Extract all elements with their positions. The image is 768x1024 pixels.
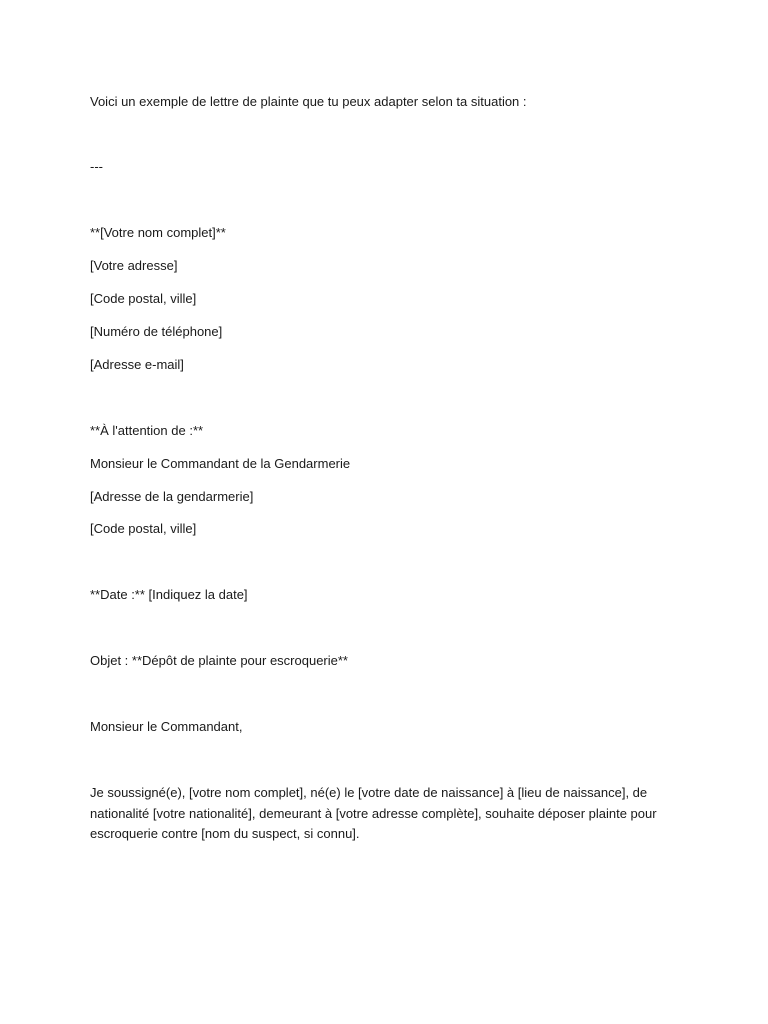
sender-phone: [Numéro de téléphone] — [90, 324, 223, 339]
recipient-attention: **À l'attention de :** — [90, 423, 204, 438]
sender-address: [Votre adresse] — [90, 258, 178, 273]
sender-email: [Adresse e-mail] — [90, 357, 184, 372]
sender-postal-city: [Code postal, ville] — [90, 291, 197, 306]
intro-text: Voici un exemple de lettre de plainte que tu peux adapter selon ta situation : — [90, 94, 527, 109]
subject-line: Objet : **Dépôt de plainte pour escroquerie** — [90, 653, 348, 668]
sender-name: **[Votre nom complet]** — [90, 225, 226, 240]
date-line: **Date :** [Indiquez la date] — [90, 587, 248, 602]
separator: --- — [90, 159, 103, 174]
recipient-name: Monsieur le Commandant de la Gendarmerie — [90, 456, 351, 471]
body-paragraph: Je soussigné(e), [votre nom complet], né(e) le [votre date de naissance] à [lieu de naissance], de nationalité [votre nationalité], demeurant à [votre adresse complète], souhaite déposer plainte pour escroquerie contre [nom du suspect, si connu]. — [90, 785, 657, 841]
recipient-postal-city: [Code postal, ville] — [90, 521, 197, 536]
salutation: Monsieur le Commandant, — [90, 719, 243, 734]
recipient-address: [Adresse de la gendarmerie] — [90, 489, 254, 504]
